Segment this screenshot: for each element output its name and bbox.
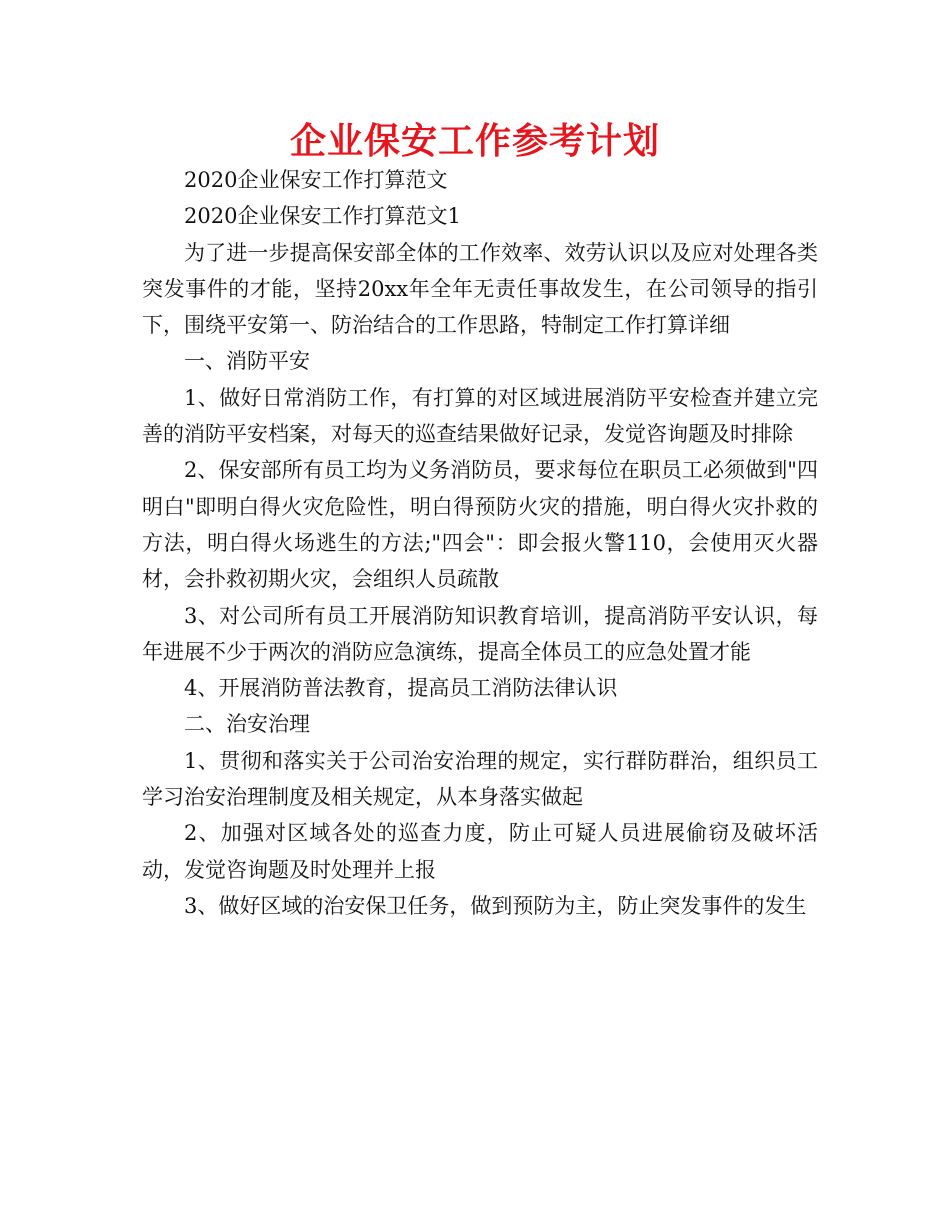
section-heading: 一、消防平安 xyxy=(184,349,310,374)
page-title: 企业保安工作参考计划 xyxy=(289,121,660,162)
paragraph: 2020企业保安工作打算范文 xyxy=(184,168,448,192)
paragraph: 3、做好区域的治安保卫任务，做到预防为主，防止突发事件的发生 xyxy=(184,893,807,918)
paragraph: 为了进一步提高保安部全体的工作效率、效劳认识以及应对处理各类突发事件的才能，坚持20xx年全年无责任事故发生，在公司领导的指引下，围绕平安第一、防治结合的工作思路，特制定工作打算详细 xyxy=(142,240,818,338)
document-body xyxy=(142,162,818,924)
paragraph: 2020企业保安工作打算范文1 xyxy=(184,204,461,229)
paragraph: 1、做好日常消防工作，有打算的对区域进展消防平安检查并建立完善的消防平安档案，对每天的巡查结果做好记录，发觉咨询题及时排除 xyxy=(142,385,818,447)
paragraph: 2、保安部所有员工均为义务消防员，要求每位在职员工必须做到"四明白"即明白得火灾危险性，明白得预防火灾的措施，明白得火灾扑救的方法，明白得火场逃生的方法;"四会"：即会报火警110，会使用灭火器材，会扑救初期火灾，会组织人员疏散 xyxy=(142,458,818,592)
paragraph: 2、加强对区域各处的巡查力度，防止可疑人员进展偷窃及破坏活动，发觉咨询题及时处理并上报 xyxy=(142,821,818,882)
paragraph: 4、开展消防普法教育，提高员工消防法律认识 xyxy=(184,676,618,701)
paragraph: 3、对公司所有员工开展消防知识教育培训，提高消防平安认识，每年进展不少于两次的消防应急演练，提高全体员工的应急处置才能 xyxy=(142,603,818,664)
paragraph: 1、贯彻和落实关于公司治安治理的规定，实行群防群治，组织员工学习治安治理制度及相关规定，从本身落实做起 xyxy=(142,748,818,810)
section-heading: 二、治安治理 xyxy=(184,712,310,737)
